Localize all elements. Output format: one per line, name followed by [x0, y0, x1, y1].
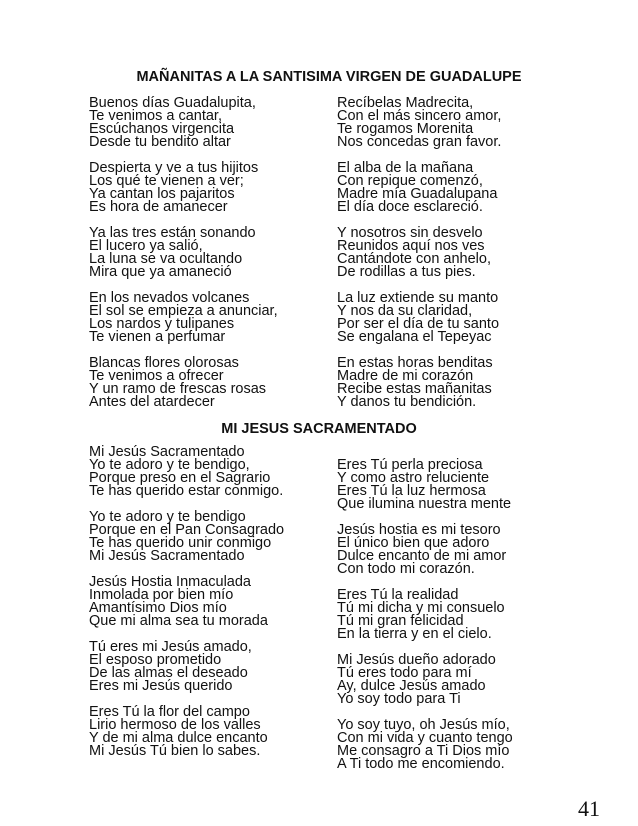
verse-line: El lucero ya salió,: [89, 238, 203, 254]
verse-line: Es hora de amanecer: [89, 199, 228, 215]
stanza: [337, 524, 597, 576]
stanza: [89, 576, 339, 628]
verse-line: El alba de la mañana: [337, 160, 474, 176]
stanza: [337, 227, 597, 279]
verse-line: La luz extiende su manto: [337, 290, 499, 306]
verse-line: Se engalana el Tepeyac: [337, 329, 492, 345]
stanza: [89, 227, 339, 279]
song-title-mananitas: MAÑANITAS A LA SANTISIMA VIRGEN DE GUADALUPE: [136, 69, 522, 85]
verse-line: Mi Jesús Sacramentado: [89, 444, 245, 460]
verse-line: Inmolada por bien mío: [89, 587, 234, 603]
verse-line: Que mi alma sea tu morada: [89, 613, 268, 629]
verse-line: Jesús Hostia Inmaculada: [89, 574, 251, 590]
verse-line: En estas horas benditas: [337, 355, 493, 371]
verse-line: Antes del atardecer: [89, 394, 215, 410]
verse-line: Ya las tres están sonando: [89, 225, 256, 241]
verse-line: Con mi vida y cuanto tengo: [337, 730, 513, 746]
verse-line: Te vienen a perfumar: [89, 329, 226, 345]
verse-line: Y de mi alma dulce encanto: [89, 730, 268, 746]
verse-line: Amantísimo Dios mío: [89, 600, 227, 616]
verse-line: Buenos días Guadalupita,: [89, 95, 256, 111]
stanza: [89, 357, 339, 409]
verse-line: Porque en el Pan Consagrado: [89, 522, 285, 538]
stanza: [337, 589, 597, 641]
verse-line: Reunidos aquí nos ves: [337, 238, 485, 254]
verse-line: Y nos da su claridad,: [337, 303, 473, 319]
verse-line: Yo te adoro y te bendigo: [89, 509, 246, 525]
stanza: [89, 97, 339, 149]
verse-line: Y nosotros sin desvelo: [337, 225, 483, 241]
stanza: [337, 719, 597, 771]
verse-line: El esposo prometido: [89, 652, 222, 668]
verse-line: Tú mi gran felicidad: [337, 613, 464, 629]
verse-line: Recíbelas Madrecita,: [337, 95, 474, 111]
verse-line: Yo soy tuyo, oh Jesús mío,: [337, 717, 510, 733]
verse-line: Tú eres todo para mí: [337, 665, 472, 681]
stanza: [337, 654, 597, 706]
verse-line: Blancas flores olorosas: [89, 355, 239, 371]
verse-line: El único bien que adoro: [337, 535, 490, 551]
verse-line: Los qué te vienen a ver;: [89, 173, 244, 189]
verse-line: Y como astro reluciente: [337, 470, 490, 486]
song1-right-column: [337, 97, 597, 409]
verse-line: Madre mía Guadalupana: [337, 186, 498, 202]
stanza: [337, 459, 597, 511]
verse-line: Con repique comenzó,: [337, 173, 483, 189]
verse-line: Yo soy todo para Ti: [337, 691, 461, 707]
verse-line: Con el más sincero amor,: [337, 108, 502, 124]
verse-line: Ya cantan los pajaritos: [89, 186, 235, 202]
verse-line: Y un ramo de frescas rosas: [89, 381, 267, 397]
stanza: [337, 162, 597, 214]
verse-line: Recibe estas mañanitas: [337, 381, 492, 397]
stanza: [89, 446, 339, 498]
verse-line: El sol se empieza a anunciar,: [89, 303, 278, 319]
verse-line: Porque preso en el Sagrario: [89, 470, 271, 486]
verse-line: Desde tu bendito altar: [89, 134, 231, 150]
verse-line: Y danos tu bendición.: [337, 394, 477, 410]
verse-line: De las almas el deseado: [89, 665, 248, 681]
verse-line: Tú eres mi Jesús amado,: [89, 639, 252, 655]
verse-line: El día doce esclareció.: [337, 199, 483, 215]
verse-line: Eres Tú perla preciosa: [337, 457, 483, 473]
verse-line: En la tierra y en el cielo.: [337, 626, 492, 642]
song2-left-column: [89, 446, 339, 758]
stanza: [337, 292, 597, 344]
verse-line: Que ilumina nuestra mente: [337, 496, 512, 512]
verse-line: Los nardos y tulipanes: [89, 316, 235, 332]
stanza: [89, 706, 339, 758]
stanza: [89, 511, 339, 563]
verse-line: Ay, dulce Jesús amado: [337, 678, 486, 694]
song-title-mi-jesus: MI JESUS SACRAMENTADO: [221, 421, 417, 437]
verse-line: Despierta y ve a tus hijitos: [89, 160, 259, 176]
song1-left-column: [89, 97, 339, 409]
verse-line: Mira que ya amaneció: [89, 264, 232, 280]
verse-line: Madre de mi corazón: [337, 368, 474, 384]
verse-line: Te rogamos Morenita: [337, 121, 474, 137]
stanza: [337, 357, 597, 409]
verse-line: Te venimos a ofrecer: [89, 368, 224, 384]
verse-line: Dulce encanto de mi amor: [337, 548, 507, 564]
verse-line: Tú mi dicha y mi consuelo: [337, 600, 505, 616]
song2-right-column: [337, 459, 597, 771]
verse-line: Nos concedas gran favor.: [337, 134, 502, 150]
verse-line: Con todo mi corazón.: [337, 561, 475, 577]
verse-line: Eres Tú la realidad: [337, 587, 459, 603]
verse-line: Eres mi Jesús querido: [89, 678, 233, 694]
verse-line: Eres Tú la luz hermosa: [337, 483, 486, 499]
verse-line: Yo te adoro y te bendigo,: [89, 457, 250, 473]
verse-line: Escúchanos virgencita: [89, 121, 235, 137]
verse-line: De rodillas a tus pies.: [337, 264, 476, 280]
verse-line: Mi Jesús Tú bien lo sabes.: [89, 743, 261, 759]
stanza: [337, 97, 597, 149]
verse-line: Mi Jesús dueño adorado: [337, 652, 496, 668]
verse-line: Te venimos a cantar,: [89, 108, 222, 124]
verse-line: Te has querido unir conmigo: [89, 535, 272, 551]
verse-line: La luna se va ocultando: [89, 251, 243, 267]
verse-line: Mi Jesús Sacramentado: [89, 548, 245, 564]
verse-line: Por ser el día de tu santo: [337, 316, 500, 332]
verse-line: Jesús hostia es mi tesoro: [337, 522, 501, 538]
verse-line: Lirio hermoso de los valles: [89, 717, 261, 733]
stanza: [89, 162, 339, 214]
page-number: 41: [578, 796, 600, 821]
verse-line: Eres Tú la flor del campo: [89, 704, 250, 720]
verse-line: Me consagro a Ti Dios mío: [337, 743, 510, 759]
stanza: [89, 641, 339, 693]
stanza: [89, 292, 339, 344]
verse-line: A Ti todo me encomiendo.: [337, 756, 505, 772]
verse-line: Cantándote con anhelo,: [337, 251, 491, 267]
verse-line: En los nevados volcanes: [89, 290, 250, 306]
verse-line: Te has querido estar conmigo.: [89, 483, 284, 499]
